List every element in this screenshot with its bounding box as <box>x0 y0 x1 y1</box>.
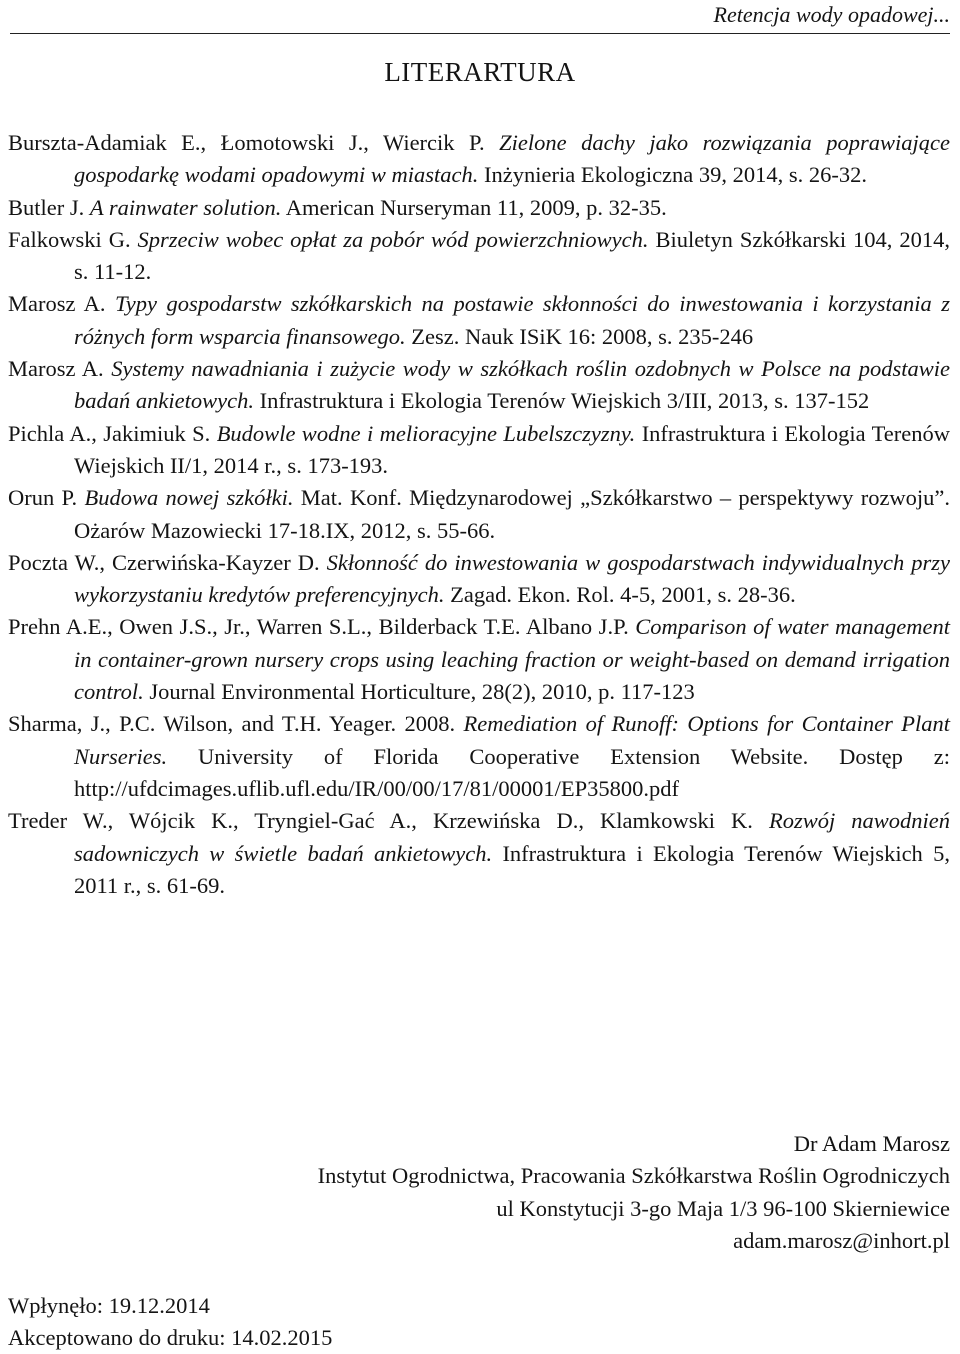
reference-authors: Marosz A. <box>8 356 104 382</box>
reference-source: Infrastruktura i Ekologia Terenów Wiejskich II/1, 2014 r., s. 173-193. <box>74 420 951 478</box>
reference-title: Skłonność do inwestowania w gospodarstwach indywidualnych przy wykorzystaniu kredytów preferencyjnych. <box>74 549 950 608</box>
reference-authors: Prehn A.E., Owen J.S., Jr., Warren S.L., Bilderback T.E. Albano J.P. <box>8 614 629 640</box>
reference-source: University of Florida Cooperative Extension Website. Dostęp z: http://ufdcimages.uflib.ufl.edu/IR/00/00/17/81/00001/EP35800.pdf <box>74 743 951 801</box>
reference-authors: Falkowski G. <box>8 226 131 252</box>
reference-source: Biuletyn Szkółkarski 104, 2014, s. 11-12. <box>74 226 950 285</box>
reference-title: Budowa nowej szkółki. <box>84 485 294 511</box>
reference-authors: Orun P. <box>8 485 78 511</box>
submission-dates <box>8 1290 332 1354</box>
reference-authors: Poczta W., Czerwińska-Kayzer D. <box>8 549 320 575</box>
header-rule <box>10 33 950 34</box>
reference-item <box>8 418 950 483</box>
author-address: ul Konstytucji 3-go Maja 1/3 96-100 Skierniewice <box>496 1195 950 1221</box>
reference-source: Infrastruktura i Ekologia Terenów Wiejskich 5, 2011 r., s. 61-69. <box>74 840 951 898</box>
reference-authors: Marosz A. <box>8 291 106 317</box>
reference-authors: Sharma, J., P.C. Wilson, and T.H. Yeager. 2008. <box>8 711 456 737</box>
reference-item <box>8 805 950 902</box>
reference-source: Zagad. Ekon. Rol. 4-5, 2001, s. 28-36. <box>450 582 796 608</box>
reference-item <box>8 127 950 192</box>
reference-title: Zielone dachy jako rozwiązania poprawiające gospodarkę wodami opadowymi w miastach. <box>74 130 950 188</box>
reference-authors: Bursztа-Adamiak E., Łomotowski J., Wiercik P. <box>8 130 485 155</box>
accepted-date: Akceptowano do druku: 14.02.2015 <box>8 1325 333 1350</box>
reference-item <box>8 224 950 289</box>
received-date: Wpłynęło: 19.12.2014 <box>8 1293 210 1318</box>
reference-item <box>8 353 950 418</box>
reference-title: Budowle wodne i melioracyjne Lubelszczyzny. <box>216 420 636 446</box>
reference-title: Comparison of water management in container-grown nursery crops using leaching fraction or weight-based on demand irrigation control. <box>74 614 950 705</box>
reference-title: Remediation of Runoff: Options for Container Plant Nurseries. <box>74 711 951 769</box>
reference-list <box>8 127 950 902</box>
reference-title: Rozwój nawodnień sadowniczych w świetle badań ankietowych. <box>74 808 950 866</box>
reference-item <box>8 192 950 224</box>
reference-source: Inżynieria Ekologiczna 39, 2014, s. 26-32. <box>484 162 868 188</box>
reference-source: Journal Environmental Horticulture, 28(2), 2010, p. 117-123 <box>149 679 695 705</box>
section-title: LITERARTURA <box>384 57 576 87</box>
running-header: Retencja wody opadowej... <box>713 2 950 27</box>
reference-title: Sprzeciw wobec opłat za pobór wód powierzchniowych. <box>137 226 649 252</box>
reference-source: Infrastruktura i Ekologia Terenów Wiejskich 3/III, 2013, s. 137-152 <box>259 388 870 414</box>
reference-title: A rainwater solution. <box>89 194 282 220</box>
reference-item <box>8 547 950 612</box>
author-name: Dr Adam Marosz <box>793 1131 950 1156</box>
reference-title: Systemy nawadniania i zużycie wody w szkółkach roślin ozdobnych w Polsce na podstawie badań ankietowych. <box>74 356 950 414</box>
author-affiliation <box>318 1128 950 1257</box>
reference-item <box>8 708 950 805</box>
author-institution: Instytut Ogrodnictwa, Pracowania Szkółkarstwa Roślin Ogrodniczych <box>317 1163 950 1189</box>
reference-authors: Pichla A., Jakimiuk S. <box>8 420 211 446</box>
reference-source: American Nurseryman 11, 2009, p. 32-35. <box>285 194 667 220</box>
reference-source: Zesz. Nauk ISiK 16: 2008, s. 235-246 <box>411 323 754 349</box>
reference-authors: Treder W., Wójcik K., Tryngiel-Gać A., Krzewińska D., Klamkowski K. <box>8 808 753 834</box>
reference-item <box>8 482 950 547</box>
reference-title: Typy gospodarstw szkółkarskich na postawie skłonności do inwestowania i korzystania z różnych form wsparcia finansowego. <box>74 291 950 349</box>
author-email: adam.marosz@inhort.pl <box>733 1227 950 1253</box>
reference-item <box>8 611 950 708</box>
reference-authors: Butler J. <box>8 194 85 220</box>
reference-item <box>8 288 950 353</box>
reference-source: Mat. Konf. Międzynarodowej „Szkółkarstwo – perspektywy rozwoju”. Ożarów Mazowiecki 17-18.IX, 2012, s. 55-66. <box>74 485 951 543</box>
